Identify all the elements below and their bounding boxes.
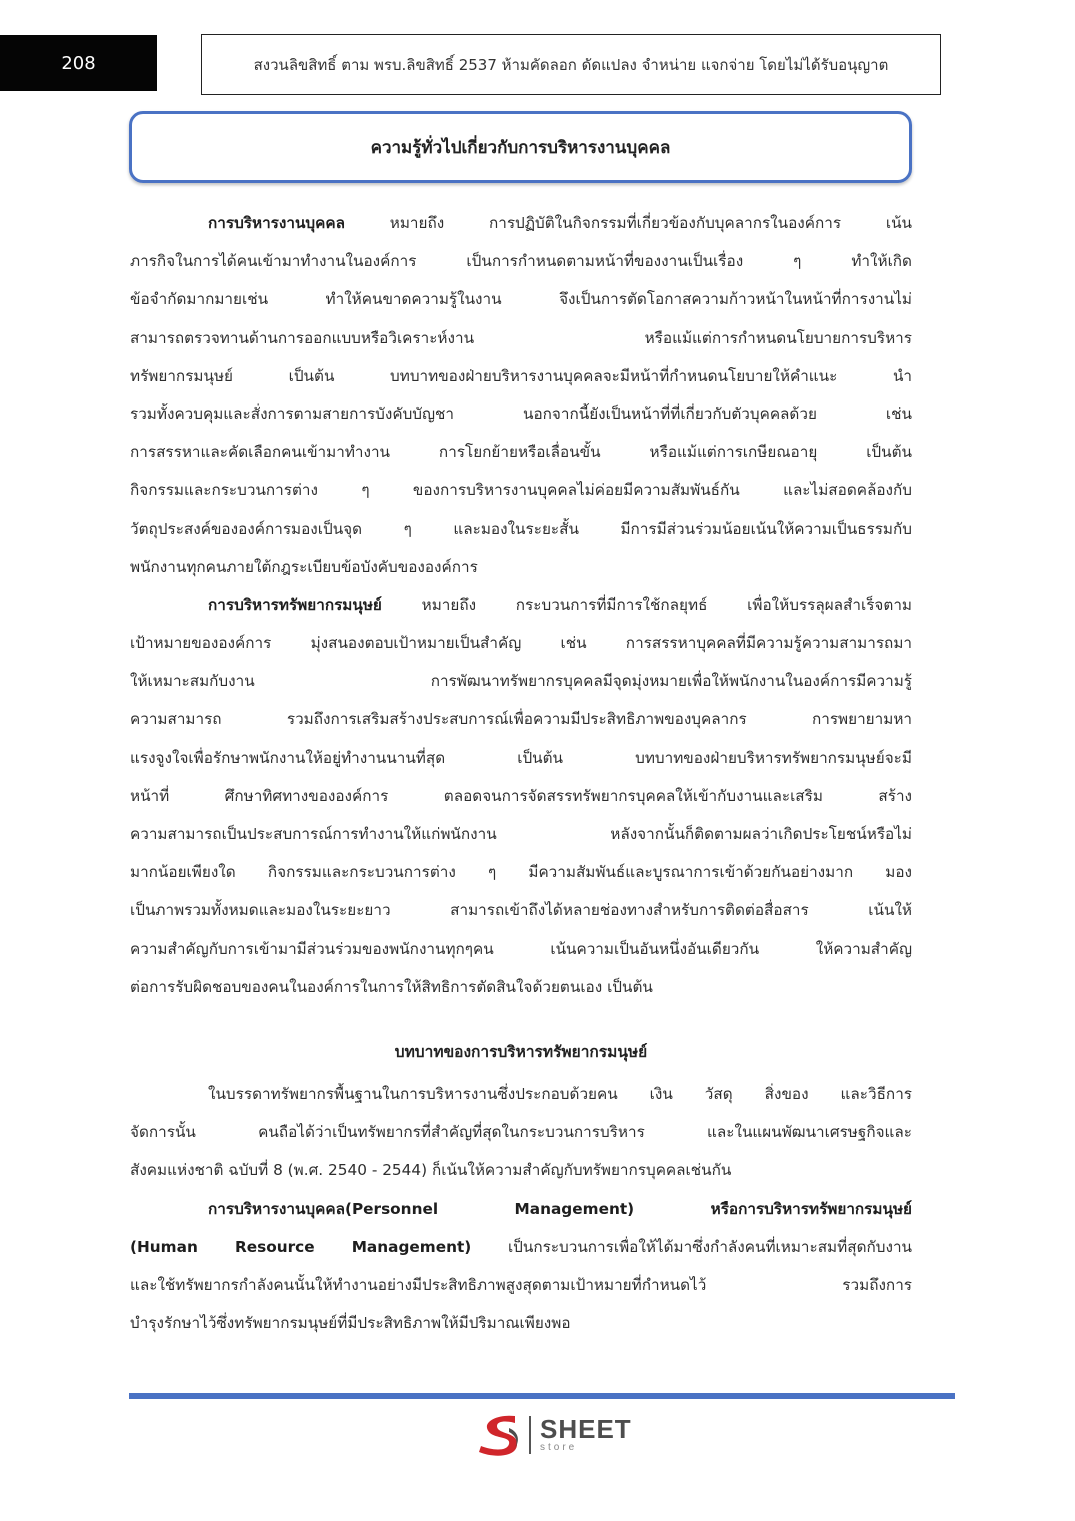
logo-separator bbox=[529, 1416, 531, 1454]
paragraph-line: ต่อการรับผิดชอบของคนในองค์การในการให้สิทธิการตัดสินใจด้วยตนเอง เป็นต้น bbox=[130, 977, 653, 996]
paragraph-line: ทรัพยากรมนุษย์ เป็นต้น บทบาทของฝ่ายบริหารงานบุคคลจะมีหน้าที่กำหนดนโยบายให้คำแนะ นำ bbox=[130, 366, 912, 385]
paragraph-line: สังคมแห่งชาติ ฉบับที่ 8 (พ.ศ. 2540 - 2544) ก็เน้นให้ความสำคัญกับทรัพยากรบุคคลเช่นกัน bbox=[130, 1161, 732, 1180]
paragraph-line: ให้เหมาะสมกับงาน การพัฒนาทรัพยากรบุคคลมีจุดมุ่งหมายเพื่อให้พนักงานในองค์การมีความรู้ bbox=[130, 672, 912, 691]
logo-text: SHEET bbox=[540, 1414, 632, 1444]
paragraph-line bbox=[130, 204, 912, 242]
paragraph-line: หน้าที่ ศึกษาทิศทางขององค์การ ตลอดจนการจัดสรรทรัพยากรบุคคลให้เข้ากับงานและเสริม สร้าง bbox=[130, 786, 912, 805]
paragraph-line: และใช้ทรัพยากรกำลังคนนั้นให้ทำงานอย่างมีประสิทธิภาพสูงสุดตามเป้าหมายที่กำหนดไว้ รวมถึงการ bbox=[130, 1275, 912, 1294]
paragraph-line: เป็นภาพรวมทั้งหมดและมองในระยะยาว สามารถเข้าถึงได้หลายช่องทางสำหรับการติดต่อสื่อสาร เน้นให้ bbox=[130, 901, 912, 920]
paragraph-line: จัดการนั้น คนถือได้ว่าเป็นทรัพยากรที่สำคัญที่สุดในกระบวนการบริหาร และในแผนพัฒนาเศรษฐกิจและ bbox=[130, 1123, 912, 1142]
paragraph-text: หมายถึง กระบวนการที่มีการใช้กลยุทธ์ เพื่อให้บรรลุผลสำเร็จตาม bbox=[381, 595, 912, 614]
paragraph-line: เป้าหมายขององค์การ มุ่งสนองตอบเป้าหมายเป็นสำคัญ เช่น การสรรหาบุคคลที่มีความรู้ความสามารถมา bbox=[130, 634, 912, 653]
paragraph-text: เป็นกระบวนการเพื่อให้ได้มาซึ่งกำลังคนที่เหมาะสมที่สุดกับงาน bbox=[471, 1237, 912, 1256]
section-heading: บทบาทของการบริหารทรัพยากรมนุษย์ bbox=[394, 1043, 648, 1061]
paragraph-line: กิจกรรมและกระบวนการต่าง ๆ ของการบริหารงานบุคคลไม่ค่อยมีความสัมพันธ์กัน และไม่สอดคล้องกับ bbox=[130, 481, 912, 500]
paragraph-line: วัตถุประสงค์ขององค์การมองเป็นจุด ๆ และมองในระยะสั้น มีการมีส่วนร่วมน้อยเน้นให้ความเป็นธรรมกับ bbox=[130, 519, 912, 538]
paragraph-text: หมายถึง การปฏิบัติในกิจกรรมที่เกี่ยวข้องกับบุคลากรในองค์การ เน้น bbox=[344, 214, 912, 232]
paragraph-line: ความสามารถเป็นประสบการณ์การทำงานให้แก่พนักงาน หลังจากนั้นก็ติดตามผลว่าเกิดประโยชน์หรือไม่ bbox=[130, 825, 912, 843]
paragraph-line: ข้อจำกัดมากมายเช่น ทำให้คนขาดความรู้ในงาน จึงเป็นการตัดโอกาสความก้าวหน้าในหน้าที่การงานไม่ bbox=[130, 290, 912, 309]
body-section-1 bbox=[130, 204, 912, 1006]
paragraph-line: มากน้อยเพียงใด กิจกรรมและกระบวนการต่าง ๆ มีความสัมพันธ์และบูรณาการเข้าด้วยกันอย่างมาก มอง bbox=[130, 863, 912, 882]
logo-subtext: store bbox=[540, 1442, 578, 1453]
term-personnel-management: การบริหารงานบุคคล bbox=[208, 214, 345, 232]
paragraph-line: บำรุงรักษาไว้ซึ่งทรัพยากรมนุษย์ที่มีประสิทธิภาพให้มีปริมาณเพียงพอ bbox=[130, 1314, 571, 1333]
paragraph-line: พนักงานทุกคนภายใต้กฎระเบียบข้อบังคับขององค์การ bbox=[130, 557, 478, 576]
copyright-header: สงวนลิขสิทธิ์ ตาม พรบ.ลิขสิทธิ์ 2537 ห้ามคัดลอก ดัดแปลง จำหน่าย แจกจ่าย โดยไม่ได้รับอนุญาต bbox=[201, 34, 941, 95]
paragraph-line: รวมทั้งควบคุมและสั่งการตามสายการบังคับบัญชา นอกจากนี้ยังเป็นหน้าที่ที่เกี่ยวกับตัวบุคคลด้วย เช่น bbox=[130, 404, 912, 423]
paragraph-line: ความสำคัญกับการเข้ามามีส่วนร่วมของพนักงานทุกๆคน เน้นความเป็นอันหนึ่งอันเดียวกัน ให้ความสำคัญ bbox=[130, 939, 912, 958]
paragraph-line bbox=[130, 1228, 912, 1266]
paragraph-line: สามารถตรวจทานด้านการออกแบบหรือวิเคราะห์งาน หรือแม้แต่การกำหนดนโยบายการบริหาร bbox=[130, 328, 912, 347]
footer-divider bbox=[129, 1393, 955, 1399]
paragraph-line: แรงจูงใจเพื่อรักษาพนักงานให้อยู่ทำงานนานที่สุด เป็นต้น บทบาทของฝ่ายบริหารทรัพยากรมนุษย์จะมี bbox=[130, 748, 912, 767]
paragraph-line bbox=[130, 586, 912, 624]
body-section-2 bbox=[130, 1075, 912, 1342]
paragraph-line: ความสามารถ รวมถึงการเสริมสร้างประสบการณ์เพื่อความมีประสิทธิภาพของบุคลากร การพยายามหา bbox=[130, 710, 912, 729]
paragraph-line: การสรรหาและคัดเลือกคนเข้ามาทำงาน การโยกย้ายหรือเลื่อนขั้น หรือแม้แต่การเกษียณอายุ เป็นต้น bbox=[130, 443, 912, 462]
paragraph-line: ภารกิจในการได้คนเข้ามาทำงานในองค์การ เป็นการกำหนดตามหน้าที่ของงานเป็นเรื่อง ๆ ทำให้เกิด bbox=[130, 252, 912, 271]
paragraph-line: ในบรรดาทรัพยากรพื้นฐานในการบริหารงานซึ่งประกอบด้วยคน เงิน วัสดุ สิ่งของ และวิธีการ bbox=[208, 1085, 912, 1103]
page-number: 208 bbox=[0, 35, 157, 91]
term-hrm-english: (Human Resource Management) bbox=[130, 1237, 472, 1256]
section-title: ความรู้ทั่วไปเกี่ยวกับการบริหารงานบุคคล bbox=[370, 137, 671, 158]
section-title-box bbox=[129, 111, 912, 183]
term-hrm: การบริหารทรัพยากรมนุษย์ bbox=[208, 595, 382, 614]
paragraph-line-bold: การบริหารงานบุคคล(Personnel Management) หรือการบริหารทรัพยากรมนุษย์ bbox=[208, 1199, 912, 1218]
